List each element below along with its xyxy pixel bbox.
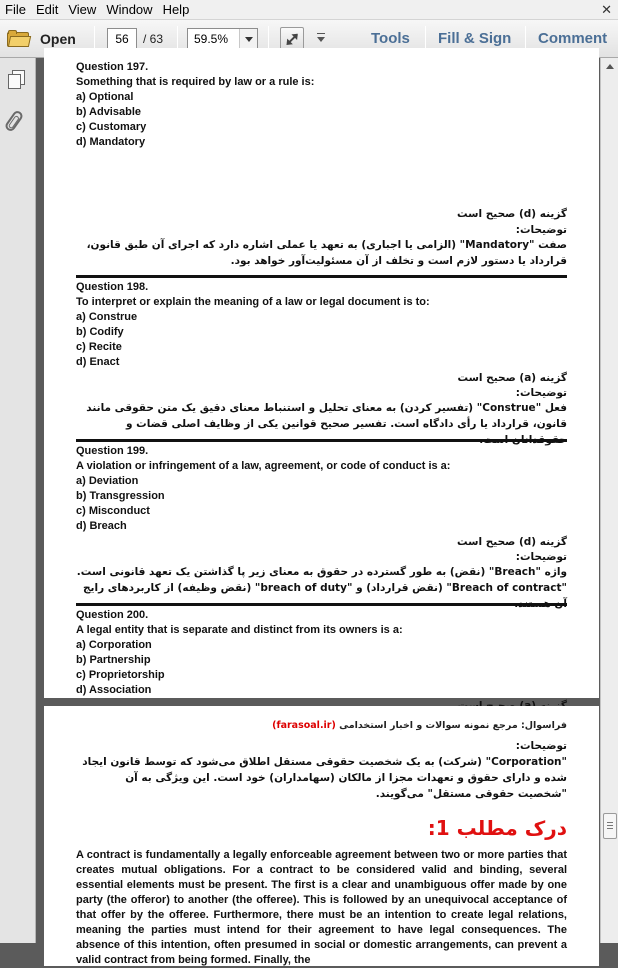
question-prompt: Something that is required by law or a rule is: [76,76,315,88]
page-thumbnails-icon[interactable] [8,70,26,90]
explanation-label: توضیحات: [515,387,567,399]
question-title: Question 198. [76,281,149,293]
section-heading: درک مطلب 1: [427,816,567,840]
divider [76,275,567,278]
scroll-up-icon[interactable] [606,64,614,69]
option: a) Construe [76,311,138,323]
menu-view[interactable]: View [68,1,97,17]
menu-bar [0,0,618,20]
attachments-icon[interactable] [4,109,25,133]
question-197 [76,60,584,150]
folder-icon [6,30,30,48]
comment-button[interactable]: Comment [538,30,608,47]
question-199 [76,444,584,534]
tools-button[interactable]: Tools [371,30,410,47]
document-view[interactable] [36,58,600,966]
question-prompt: To interpret or explain the meaning of a law or legal document is to: [76,296,430,308]
explanation-text: "Corporation" (شرکت) به یک شخصیت حقوقی مستقل اطلاق می‌شود که توسط قانون ایجاد شده و دارای حقوق و تعهدات مجزا از مالکان (سهامداران) خود است. این ویژگی به آن "شخصیت حقوقی مستقل" می‌گویند. [82,756,567,800]
page-number-input[interactable]: 56 [107,28,137,50]
chevron-down-icon[interactable] [239,29,257,49]
toolbar-menu-line [317,33,325,34]
question-200 [76,608,584,698]
site-link[interactable]: (farasoal.ir) [272,720,336,731]
option: a) Optional [76,91,134,103]
explanation-text: فعل "Construe" (تفسیر کردن) به معنای تحلیل و استنباط معنای دقیق یک متن حقوقی مانند قانون، قرارداد یا رأی دادگاه است. تفسیر صحیح قوانین یکی از وظایف اصلی قضات و [86,402,567,430]
option: b) Partnership [76,654,151,666]
question-title: Question 199. [76,445,149,457]
expand-arrows-icon [287,34,298,45]
option: a) Corporation [76,639,152,651]
question-198 [76,280,584,370]
explanation-label: توضیحات: [515,740,567,752]
answer-text: گزینه (d) صحیح است [457,536,567,548]
question-prompt: A violation or infringement of a law, agreement, or code of conduct is a: [76,460,451,472]
question-title: Question 200. [76,609,149,621]
option: d) Enact [76,356,120,368]
toolbar-more-icon[interactable] [317,37,325,42]
site-header [76,720,567,731]
open-label: Open [40,31,76,47]
divider [76,439,567,442]
option: b) Codify [76,326,124,338]
navigation-pane [0,58,36,943]
menu-help[interactable]: Help [162,1,190,17]
option: d) Association [76,684,152,696]
divider [76,603,567,606]
fill-sign-button[interactable]: Fill & Sign [438,30,512,47]
explanation-label: توضیحات: [515,551,567,563]
option: c) Customary [76,121,147,133]
menu-file[interactable]: File [5,1,26,17]
close-document-icon[interactable]: ✕ [601,2,612,17]
option: c) Proprietorship [76,669,165,681]
question-prompt: A legal entity that is separate and distinct from its owners is a: [76,624,403,636]
page-total: / 63 [143,32,164,46]
option: a) Deviation [76,475,139,487]
question-title: Question 197. [76,61,149,73]
pdf-page [44,706,599,966]
answer-text: گزینه (d) صحیح است [457,208,567,220]
vertical-scrollbar[interactable] [600,58,618,943]
explanation-text: صفت "Mandatory" (الزامی یا اجباری) به تعهد یا عملی اشاره دارد که اجرای آن طبق قانون، قرارداد یا دستور لازم است و تخلف از آن مسئولیت‌آور خواهد بود. [86,239,567,267]
menu-window[interactable]: Window [106,1,153,17]
menu-edit[interactable]: Edit [35,1,59,17]
scroll-thumb[interactable] [603,813,617,839]
reading-paragraph: A contract is fundamentally a legally enforceable agreement between two or more parties that creates mutual obligations. For a contract to be considered valid and binding, several essential elements must be present. The first is a clear and unambiguous offer made by one party (the offeror) to another (the offeree). This is followed by an unequivocal acceptance of that offer by the offeree. Furthermore, there must be an intention to create legal relations, meaning the parties must intend for their agreement to have legal consequences. The absence of this intention, often presumed in social or domestic arrangements, can prevent a valid contract from being formed. Finally, the [76,849,567,966]
explanation-text: واژه "Breach" (نقض) به طور گسترده در حقوق به معنای زیر پا گذاشتن یک تعهد قانونی است. "Breach of contract" (نقض قرارداد) و "breach of duty" (نقض وظیفه) از کاربردهای رایج [76,566,567,594]
option: c) Recite [76,341,122,353]
pdf-page [44,48,599,698]
answer-text: گزینه (a) صحیح است [457,372,567,384]
explanation-label: توضیحات: [515,224,567,236]
option: d) Breach [76,520,127,532]
zoom-select[interactable] [187,28,258,50]
site-prefix: فراسوال: مرجع نمونه سوالات و اخبار استخدامی [339,720,567,731]
option: d) Mandatory [76,136,146,148]
option: b) Transgression [76,490,165,502]
zoom-value: 59.5% [194,32,229,46]
option: b) Advisable [76,106,141,118]
option: c) Misconduct [76,505,150,517]
